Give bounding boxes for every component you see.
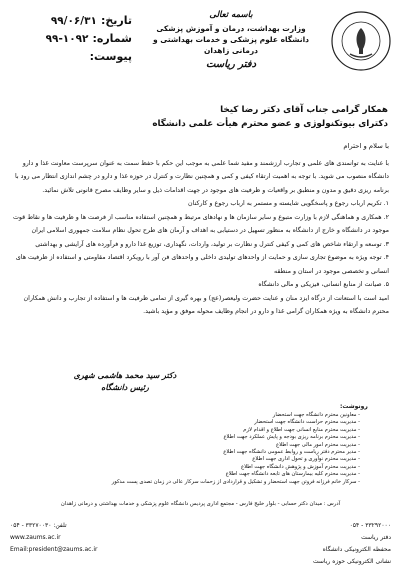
signer-title: رئیس دانشگاه xyxy=(101,383,149,392)
addressee-line-2: دکترای بیوتکنولوژی و عضو محترم هیأت علمی دانشگاه xyxy=(152,119,388,129)
cc-item: - مدیریت محترم منابع انسانی جهت اطلاع و اقدام لازم xyxy=(243,426,360,433)
footer-box: محفظه الکترونیکی دانشگاه xyxy=(322,546,391,553)
number-row xyxy=(12,30,132,48)
phone-left: تلفن: ۳۳۲۷۰۰۳۰ - ۰۵۴ xyxy=(10,522,67,529)
cc-item: - معاونین محترم دانشگاه جهت استحضار xyxy=(272,412,360,418)
addressee xyxy=(14,103,388,131)
university-line: دانشگاه علوم پزشکی و خدمات بهداشتی و درمانی زاهدان xyxy=(152,35,310,55)
cc-item: - مدیریت محترم امور مالی جهت اطلاع xyxy=(276,441,360,448)
cc-title: رونوشت: xyxy=(340,403,368,410)
cc-item: - مدیریت محترم برنامه ریزی بودجه و پایش عملکرد جهت اطلاع xyxy=(223,434,360,441)
cc-item: - مدیریت محترم نوآوری و تحول اداری جهت اطلاع xyxy=(252,456,360,463)
university-logo xyxy=(330,10,392,72)
date-label: تاریخ: xyxy=(100,14,132,27)
attachment-row xyxy=(12,48,132,66)
letterhead xyxy=(142,10,320,70)
cc-item: - سرکار خانم فرزانه فروتن جهت استحضار و تشکیل و قراردادی از زحمات سرکار عالی در زمان تصدی پست مذکور xyxy=(111,478,360,485)
cc-item: - مدیریت محترم حراست دانشگاه جهت استحضار xyxy=(254,419,360,426)
item-3: ۳. توسعه و ارتقاء شاخص های کمی و کیفی کنترل و نظارت بر تولید، واردات، نگهداری، توزیع غذا دارو و فرآورده های آرایشی و بهداشتی xyxy=(35,240,389,248)
signature-block xyxy=(70,370,180,394)
footer-right xyxy=(241,520,391,568)
number-label: شماره: xyxy=(92,32,132,45)
footer-office: دفتر ریاست xyxy=(361,534,391,541)
intro-paragraph: با عنایت به توانمندی های علمی و تجارب ارزشمند و مفید شما علمی به موجب این حکم با حفظ سمت به عنوان سرپرست معاونت غذا و دارو دانشگاه منصوب می شوید. با توجه به اهمیت ارتقاء کیفی و کمی و همچنین نظارت و کنترل در حوزه غذا و دارو در چشم اندازی انتظار می رود با برنامه ریزی دقیق و مدون و منطبق بر واقعیات و ظرفیت های موجود در جهت اقدامات ذیل و سایر وظایف مصرح قانونی تلاش نمائید. xyxy=(14,159,389,194)
office-line: دفتر ریاست xyxy=(205,59,257,70)
footer-email-label: نشانی الکترونیکی حوزه ریاست xyxy=(312,558,391,565)
email-link[interactable]: Email:president@zaums.ac.ir xyxy=(10,546,98,553)
date-value: ۹۹/۰۶/۳۱ xyxy=(50,15,97,27)
item-5: ۵. صیانت از منابع انسانی، فیزیکی و مالی دانشگاه xyxy=(258,281,389,288)
footer-left xyxy=(10,520,130,556)
closing-paragraph: امید است با استعانت از درگاه ایزد منان و عنایت حضرت ولیعصر(عج) و بهره گیری از تمامی ظرفیت ها و استفاده از تجارب و دانش همکاران محترم دانشگاه به ویژه همکاران گرامی غذا و دارو در انجام وظایف محوله موفق و مؤید باشید. xyxy=(23,294,389,315)
ministry-line: وزارت بهداشت، درمان و آموزش پزشکی xyxy=(156,24,306,33)
date-row xyxy=(12,12,132,30)
website-link[interactable]: www.zaums.ac.ir xyxy=(10,534,61,541)
salutation: با سلام و احترام xyxy=(343,142,389,150)
addressee-line-1: همکار گرامی جناب آقای دکتر رضا کیخا xyxy=(220,105,388,115)
number-value: ۹۹-۱۰۹۲ xyxy=(45,33,89,45)
item-1: ۱. تکریم ارباب رجوع و پاسخگویی شایسته و مستمر به ارباب رجوع و کارکنان xyxy=(188,200,389,207)
item-2: ۲. همکاری و هماهنگی لازم با وزارت متبوع و سایر سازمان ها و نهادهای مرتبط و همچنین استفاده مناسب از فرصت ها و ظرفیت ها و نقاط قوت موجود در دانشگاه و خارج از دانشگاه به منظور تسهیل در دستیابی به اهداف و آرمان های طرح تحول نظام سلامت جمهوری اسلامی ایران xyxy=(13,213,389,234)
cc-item: - مدیریت محترم آموزش و پژوهش دانشگاه جهت اطلاع xyxy=(240,463,360,470)
attachment-label: پیوست: xyxy=(89,50,132,63)
bismillah: باسمه تعالی xyxy=(209,10,253,20)
cc-list xyxy=(111,412,360,486)
cc-item: - مدیریت محترم کلیه بیمارستان های تابعه دانشگاه جهت اطلاع xyxy=(225,471,360,478)
fax-right: ۳۳۲۹۲۰۰۰ - ۰۵۴ xyxy=(349,522,391,529)
item-4: ۴. توجه ویژه به موضوع تجاری سازی و حمایت از واحدهای تولیدی داخلی و واحدهای فن آور با رویکرد اقتصاد مقاومتی و استفاده از ظرفیت های انسانی و تخصصی موجود در استان و منطقه xyxy=(15,254,389,275)
signer-name: دکتر سید محمد هاشمی شهری xyxy=(73,371,177,380)
cc-item: - مدیر محترم دفتر ریاست و روابط عمومی دانشگاه جهت اطلاع xyxy=(223,449,360,456)
footer-address: آدرس : میدان دکتر حسابی - بلوار خلیج فارس - مجتمع اداری پردیس دانشگاه علوم پزشکی و خدمات بهداشتی و درمانی زاهدان xyxy=(60,501,341,507)
letter-body xyxy=(12,140,389,319)
letter-meta xyxy=(12,12,132,66)
